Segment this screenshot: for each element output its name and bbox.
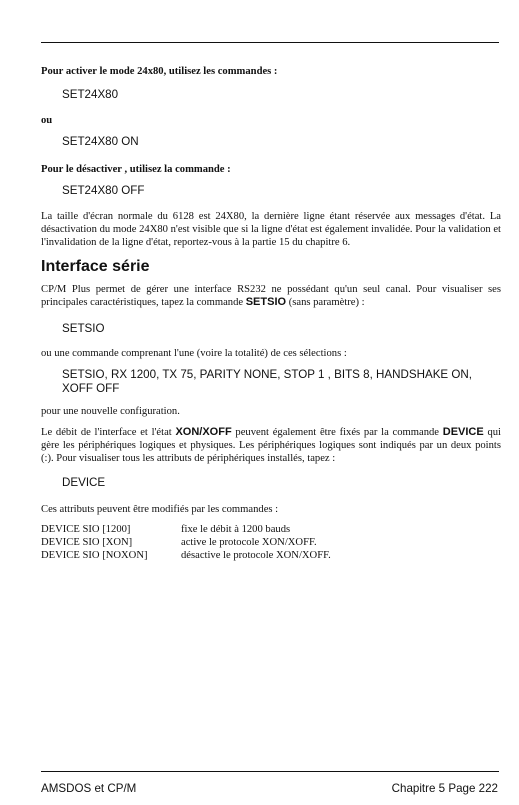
attributes-text: Ces attributs peuvent être modifiés par les commandes : — [41, 504, 279, 515]
section-heading: Interface série — [41, 258, 150, 275]
command-setsio: SETSIO — [62, 322, 105, 335]
intro-activate-text: Pour activer le mode 24x80, utilisez les commandes : — [41, 66, 278, 77]
or-text: ou — [41, 115, 53, 126]
device-row: DEVICE SIO [1200] fixe le débit à 1200 bauds — [41, 524, 291, 535]
bottom-rule — [41, 771, 499, 772]
device-row: DEVICE SIO [NOXON] désactive le protocole XON/XOFF. — [41, 550, 331, 561]
command-device: DEVICE — [62, 476, 106, 489]
serial-intro-paragraph: CP/M Plus permet de gérer une interface RS232 ne possédant qu'un seul canal. Pour visualiser ses principales caractéristiques, tapez la commande SETSIO (sans paramètre) : — [41, 284, 501, 308]
command-set24x80-on: SET24X80 ON — [62, 135, 139, 148]
command-set24x80-off: SET24X80 OFF — [62, 184, 145, 197]
command-setsio-full: SETSIO, RX 1200, TX 75, PARITY NONE, STOP 1 , BITS 8, HANDSHAKE ON, XOFF OFF — [62, 368, 472, 395]
new-config-text: pour une nouvelle configuration. — [41, 406, 180, 417]
selections-text: ou une commande comprenant l'une (voire la totalité) de ces sélections : — [41, 348, 347, 359]
command-set24x80: SET24X80 — [62, 88, 119, 101]
footer-page-number: Chapitre 5 Page 222 — [391, 782, 498, 795]
footer-title: AMSDOS et CP/M — [41, 782, 137, 795]
device-paragraph: Le débit de l'interface et l'état XON/XOFF peuvent également être fixés par la commande DEVICE qui gère les périphériques logiques et physiques. Les périphériques logiques sont indiqués par un deux points (:). Pour visualiser tous les attributs de périphériques installés, tapez : — [41, 426, 501, 464]
intro-deactivate-text: Pour le désactiver , utilisez la commande : — [41, 164, 231, 175]
screen-size-paragraph: La taille d'écran normale du 6128 est 24X80, la dernière ligne étant réservée aux messages d'état. La désactivation du mode 24X80 n'est visible que si la ligne d'état est également invalidée. Pour la validation et l'invalidation de la ligne d'état, reportez-vous à la partie 15 du chapitre 6. — [41, 211, 501, 248]
top-rule — [41, 42, 499, 43]
device-row: DEVICE SIO [XON] active le protocole XON/XOFF. — [41, 537, 317, 548]
